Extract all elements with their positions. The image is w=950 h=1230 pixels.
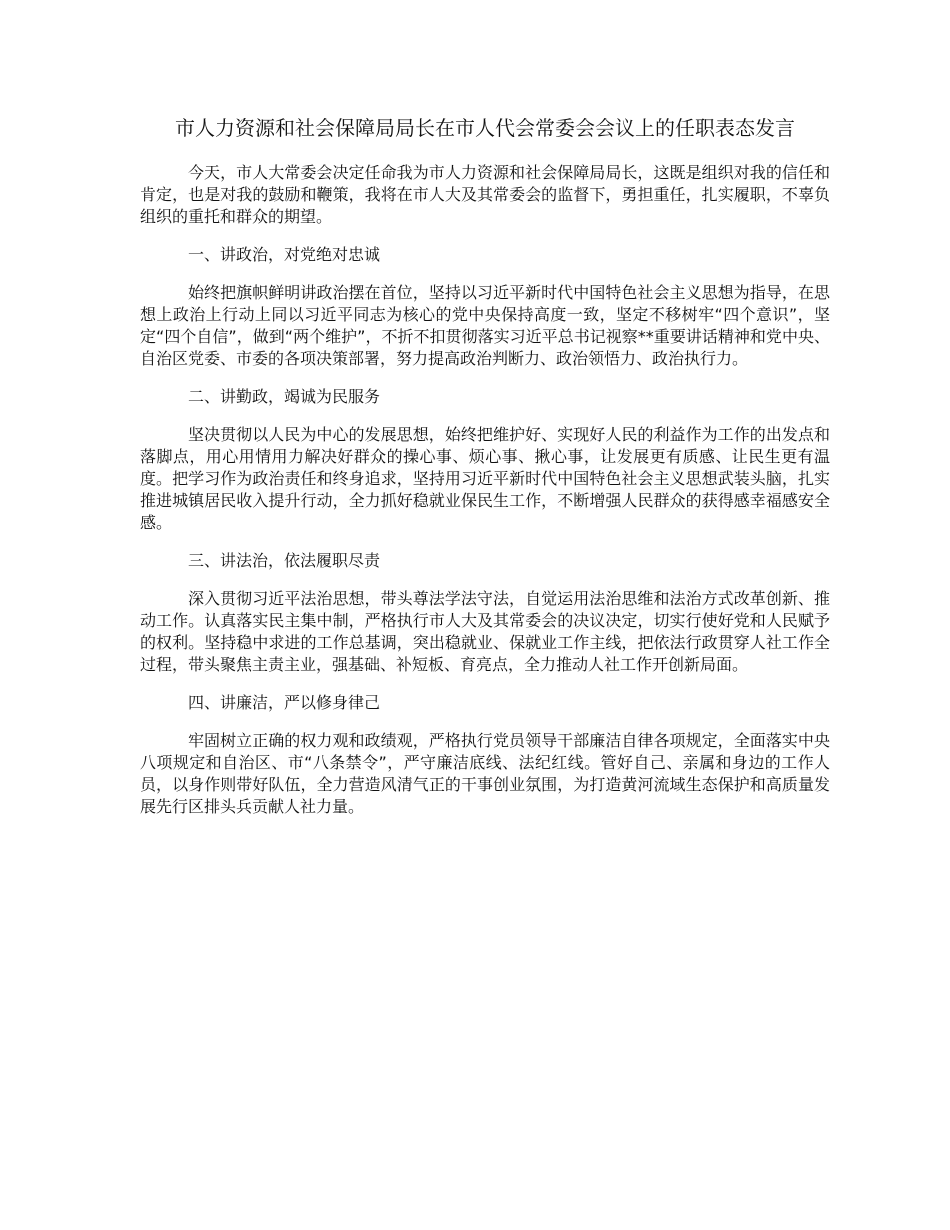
document-page — [140, 114, 830, 818]
section-heading-3: 三、讲法治，依法履职尽责 — [188, 551, 381, 570]
section-body-1: 始终把旗帜鲜明讲政治摆在首位，坚持以习近平新时代中国特色社会主义思想为指导，在思想上政治上行动上同以习近平同志为核心的党中央保持高度一致，坚定不移树牢“四个意识”，坚定“四个自信”，做到“两个维护”，不折不扣贯彻落实习近平总书记视察**重要讲话精神和党中央、自治区党委、市委的各项决策部署，努力提高政治判断力、政治领悟力、政治执行力。 — [140, 283, 830, 368]
section-body-3: 深入贯彻习近平法治思想，带头尊法学法守法，自觉运用法治思维和法治方式改革创新、推动工作。认真落实民主集中制，严格执行市人大及其常委会的决议决定，切实行使好党和人民赋予的权利。坚持稳中求进的工作总基调，突出稳就业、保就业工作主线，把依法行政贯穿人社工作全过程，带头聚焦主责主业，强基础、补短板、育亮点，全力推动人社工作开创新局面。 — [140, 589, 830, 674]
document-title: 市人力资源和社会保障局局长在市人代会常委会会议上的任职表态发言 — [175, 116, 795, 140]
section-heading-1: 一、讲政治，对党绝对忠诚 — [188, 245, 381, 264]
section-heading-4: 四、讲廉洁，严以修身律己 — [188, 693, 381, 712]
section-body-4: 牢固树立正确的权力观和政绩观，严格执行党员领导干部廉洁自律各项规定，全面落实中央八项规定和自治区、市“八条禁令”，严守廉洁底线、法纪红线。管好自己、亲属和身边的工作人员，以身作则带好队伍，全力营造风清气正的干事创业氛围，为打造黄河流域生态保护和高质量发展先行区排头兵贡献人社力量。 — [140, 731, 830, 816]
intro-paragraph: 今天，市人大常委会决定任命我为市人力资源和社会保障局局长，这既是组织对我的信任和肯定，也是对我的鼓励和鞭策，我将在市人大及其常委会的监督下，勇担重任，扎实履职，不辜负组织的重托和群众的期望。 — [140, 163, 830, 226]
section-body-2: 坚决贯彻以人民为中心的发展思想，始终把维护好、实现好人民的利益作为工作的出发点和落脚点，用心用情用力解决好群众的操心事、烦心事、揪心事，让发展更有质感、让民生更有温度。把学习作为政治责任和终身追求，坚持用习近平新时代中国特色社会主义思想武装头脑，扎实推进城镇居民收入提升行动，全力抓好稳就业保民生工作，不断增强人民群众的获得感幸福感安全感。 — [140, 425, 830, 532]
section-heading-2: 二、讲勤政，竭诚为民服务 — [188, 387, 381, 406]
